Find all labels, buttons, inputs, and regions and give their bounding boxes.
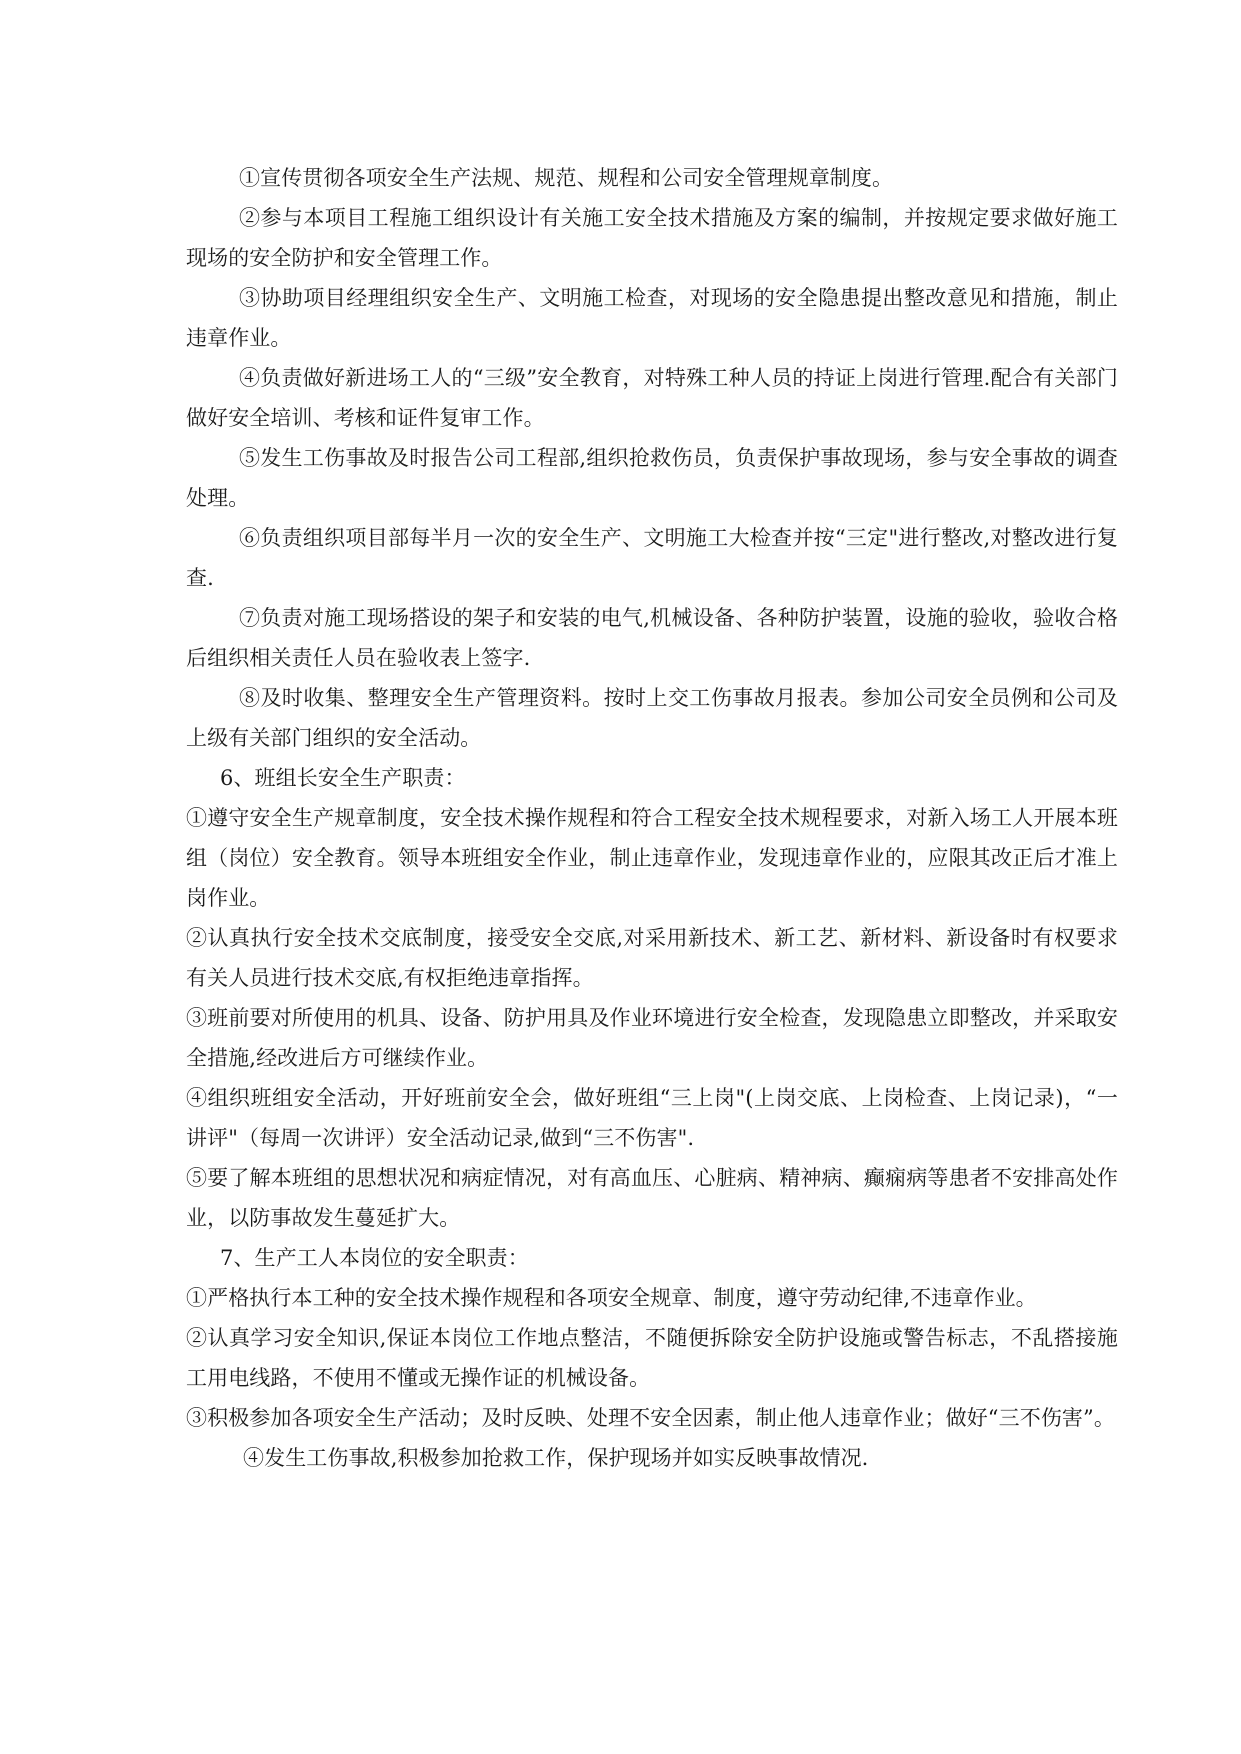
duty-item-7: ⑦负责对施工现场搭设的架子和安装的电气,机械设备、各种防护装置，设施的验收，验收合格后组织相关责任人员在验收表上签字. (186, 606, 1118, 670)
duty-item-8: ⑧及时收集、整理安全生产管理资料。按时上交工伤事故月报表。参加公司安全员例和公司及上级有关部门组织的安全活动。 (186, 686, 1118, 750)
duty-item-1: ①宣传贯彻各项安全生产法规、规范、规程和公司安全管理规章制度。 (239, 166, 894, 190)
worker-item-1: ①严格执行本工种的安全技术操作规程和各项安全规章、制度，遵守劳动纪律,不违章作业。 (186, 1286, 1037, 1310)
team-leader-item-5: ⑤要了解本班组的思想状况和病症情况，对有高血压、心脏病、精神病、癫痫病等患者不安排高处作业，以防事故发生蔓延扩大。 (186, 1166, 1118, 1230)
worker-item-3: ③积极参加各项安全生产活动；及时反映、处理不安全因素，制止他人违章作业；做好“三不伤害”。 (186, 1406, 1115, 1430)
section-heading-worker: 7、生产工人本岗位的安全职责： (220, 1246, 529, 1270)
team-leader-item-2: ②认真执行安全技术交底制度，接受安全交底,对采用新技术、新工艺、新材料、新设备时有权要求有关人员进行技术交底,有权拒绝违章指挥。 (186, 926, 1118, 990)
worker-item-4: ④发生工伤事故,积极参加抢救工作，保护现场并如实反映事故情况. (243, 1446, 869, 1470)
team-leader-item-4: ④组织班组安全活动，开好班前安全会，做好班组“三上岗"(上岗交底、上岗检查、上岗记录)，“一讲评"（每周一次讲评）安全活动记录,做到“三不伤害". (186, 1086, 1118, 1150)
team-leader-item-1: ①遵守安全生产规章制度，安全技术操作规程和符合工程安全技术规程要求，对新入场工人开展本班组（岗位）安全教育。领导本班组安全作业，制止违章作业，发现违章作业的，应限其改正后才准上岗作业。 (186, 806, 1118, 910)
duty-item-6: ⑥负责组织项目部每半月一次的安全生产、文明施工大检查并按“三定"进行整改,对整改进行复查. (186, 526, 1118, 590)
team-leader-item-3: ③班前要对所使用的机具、设备、防护用具及作业环境进行安全检查，发现隐患立即整改，并采取安全措施,经改进后方可继续作业。 (186, 1006, 1118, 1070)
section-heading-team-leader: 6、班组长安全生产职责： (220, 766, 466, 790)
document-body (186, 158, 1118, 1478)
duty-item-4: ④负责做好新进场工人的“三级”安全教育，对特殊工种人员的持证上岗进行管理.配合有关部门做好安全培训、考核和证件复审工作。 (186, 366, 1118, 430)
duty-item-5: ⑤发生工伤事故及时报告公司工程部,组织抢救伤员，负责保护事故现场，参与安全事故的调查处理。 (186, 446, 1118, 510)
duty-item-3: ③协助项目经理组织安全生产、文明施工检查，对现场的安全隐患提出整改意见和措施，制止违章作业。 (186, 286, 1118, 350)
worker-item-2: ②认真学习安全知识,保证本岗位工作地点整洁，不随便拆除安全防护设施或警告标志，不乱搭接施工用电线路，不使用不懂或无操作证的机械设备。 (186, 1326, 1118, 1390)
duty-item-2: ②参与本项目工程施工组织设计有关施工安全技术措施及方案的编制，并按规定要求做好施工现场的安全防护和安全管理工作。 (186, 206, 1118, 270)
